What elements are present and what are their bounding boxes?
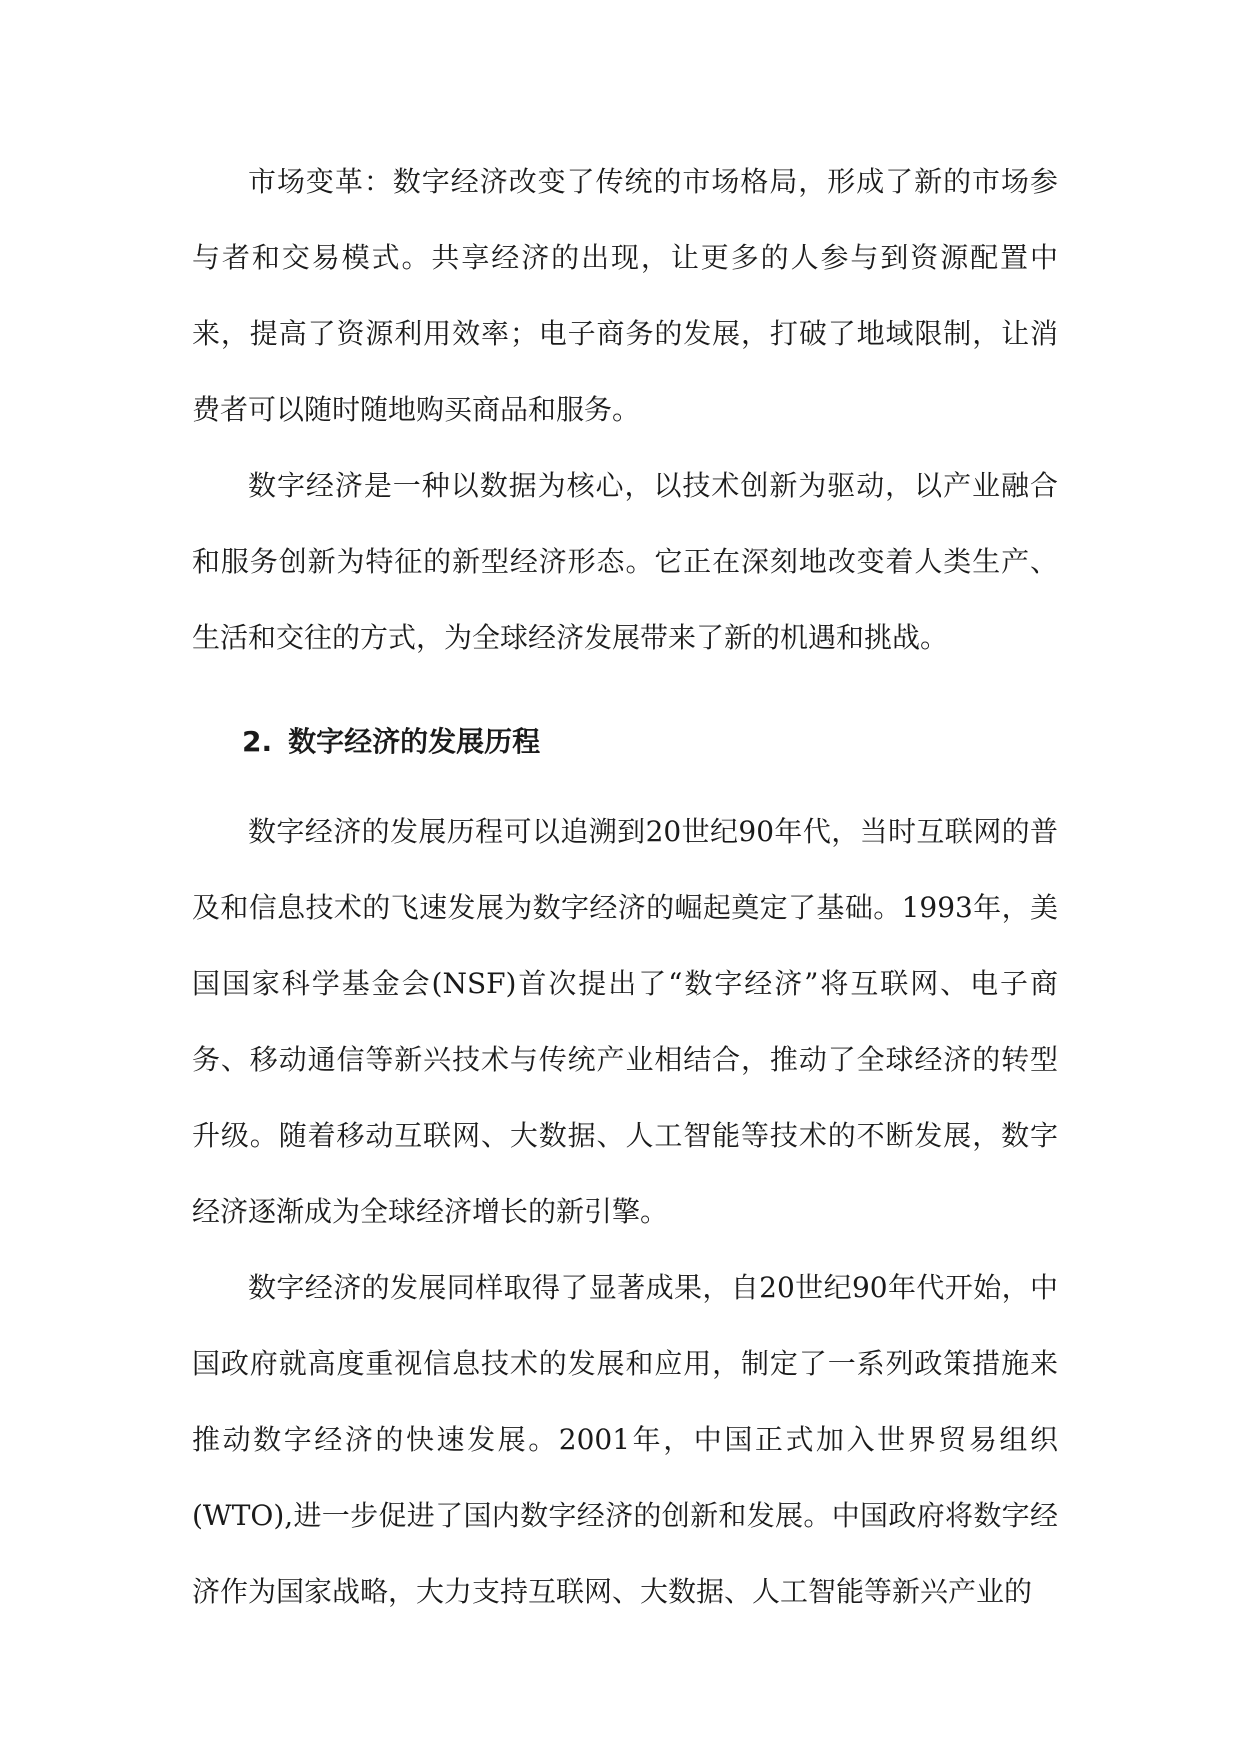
paragraph-china-development: 数字经济的发展同样取得了显著成果，自20世纪90年代开始，中国政府就高度重视信息技术的发展和应用，制定了一系列政策措施来推动数字经济的快速发展。2001年，中国正式加入世界贸易组织(WTO),进一步促进了国内数字经济的创新和发展。中国政府将数字经济作为国家战略，大力支持互联网、大数据、人工智能等新兴产业的 [192, 1271, 1058, 1608]
document-body [192, 144, 1058, 1630]
paragraph-market-change: 市场变革：数字经济改变了传统的市场格局，形成了新的市场参与者和交易模式。共享经济的出现，让更多的人参与到资源配置中来，提高了资源利用效率；电子商务的发展，打破了地域限制，让消费者可以随时随地购买商品和服务。 [192, 165, 1058, 426]
section-number: 2. [242, 725, 273, 758]
paragraph-digital-economy-definition: 数字经济是一种以数据为核心，以技术创新为驱动，以产业融合和服务创新为特征的新型经济形态。它正在深刻地改变着人类生产、生活和交往的方式，为全球经济发展带来了新的机遇和挑战。 [192, 469, 1058, 654]
section-heading [192, 690, 1058, 794]
section-title: 数字经济的发展历程 [288, 725, 541, 758]
paragraph-development-history: 数字经济的发展历程可以追溯到20世纪90年代，当时互联网的普及和信息技术的飞速发展为数字经济的崛起奠定了基础。1993年，美国国家科学基金会(NSF)首次提出了“数字经济”将互联网、电子商务、移动通信等新兴技术与传统产业相结合，推动了全球经济的转型升级。随着移动互联网、大数据、人工智能等技术的不断发展，数字经济逐渐成为全球经济增长的新引擎。 [192, 815, 1058, 1228]
